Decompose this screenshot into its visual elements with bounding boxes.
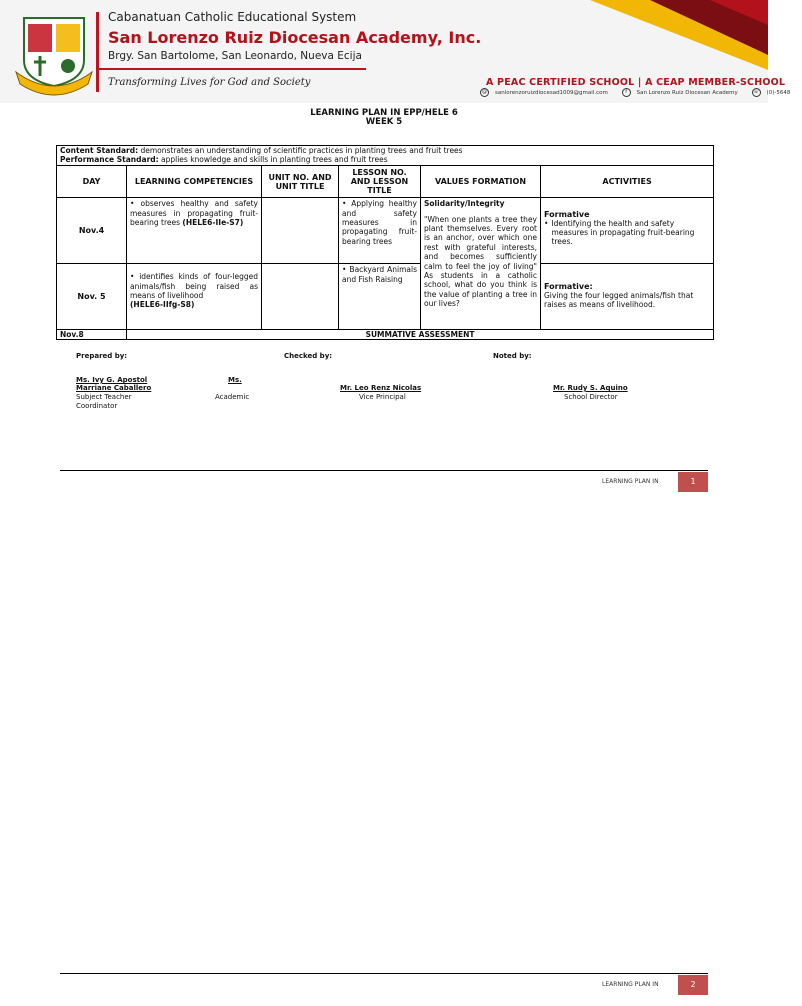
activity-text: Identifying the health and safety measures in propagating fruit-bearing trees. <box>551 219 695 247</box>
values-formation-cell <box>421 198 541 330</box>
performance-standard <box>60 156 710 165</box>
footer-label: LEARNING PLAN IN <box>602 981 659 988</box>
contact-email: sanlorenzoruizdiocesad1009@gmail.com <box>495 90 608 96</box>
document-title: LEARNING PLAN IN EPP/HELE 6 <box>310 108 458 118</box>
footer-rule <box>60 470 708 471</box>
checked-label: Checked by: <box>284 352 333 360</box>
footer-rule <box>60 973 708 974</box>
noted-name: Mr. Rudy S. Aquino <box>553 384 628 392</box>
competency-text: • observes healthy and safety measures in propagating fruit-bearing trees <box>130 199 258 227</box>
table-header-row <box>57 166 714 198</box>
checked-name: Mr. Leo Renz Nicolas <box>340 384 422 392</box>
school-motto: Transforming Lives for God and Society <box>108 77 311 88</box>
page-number: 2 <box>678 975 708 995</box>
row-lesson: • Applying healthy and safety measures in propagating fruit-bearing trees <box>339 198 421 264</box>
second-name-line2: Marriane Caballero <box>76 384 152 392</box>
prepared-role: Subject Teacher <box>76 393 132 401</box>
row-day: Nov.8 <box>57 330 127 340</box>
academy-name: San Lorenzo Ruiz Diocesan Academy, Inc. <box>108 28 482 47</box>
contact-phone: (0)-5648 <box>766 90 791 96</box>
noted-label: Noted by: <box>493 352 532 360</box>
row-activity <box>541 198 714 264</box>
header-day: DAY <box>57 166 127 198</box>
row-activity <box>541 264 714 330</box>
header-lesson: LESSON NO. AND LESSON TITLE <box>339 166 421 198</box>
system-name: Cabanatuan Catholic Educational System <box>108 10 357 24</box>
competency-code: (HELE6-IIe-S7) <box>182 218 244 227</box>
row-unit <box>262 264 339 330</box>
phone-icon: ☏ <box>752 89 760 95</box>
table-row <box>57 330 714 340</box>
facebook-icon: f <box>622 88 631 97</box>
bullet-icon: • <box>544 219 549 229</box>
footer-label: LEARNING PLAN IN <box>602 478 659 485</box>
header-rule <box>96 68 366 70</box>
header-competencies: LEARNING COMPETENCIES <box>127 166 262 198</box>
row-day: Nov.4 <box>57 198 127 264</box>
school-address: Brgy. San Bartolome, San Leonardo, Nueva Ecija <box>108 50 362 62</box>
row-competency <box>127 198 262 264</box>
noted-role: School Director <box>564 393 618 401</box>
header-divider <box>96 12 99 92</box>
competency-text: • identifies kinds of four-legged animals/fish being raised as means of livelihood <box>130 272 258 300</box>
page-number: 1 <box>678 472 708 492</box>
second-name-line1: Ms. <box>228 376 242 384</box>
decorative-triangles <box>590 0 768 70</box>
content-standard-label: Content Standard: <box>60 146 139 155</box>
performance-standard-label: Performance Standard: <box>60 154 159 164</box>
table-row <box>57 264 714 330</box>
summative-assessment: SUMMATIVE ASSESSMENT <box>127 330 714 340</box>
document-subtitle: WEEK 5 <box>365 117 403 127</box>
row-lesson: • Backyard Animals and Fish Raising <box>339 264 421 330</box>
content-standard-text: demonstrates an understanding of scientific practices in planting trees and fruit trees <box>138 146 463 155</box>
standards-row <box>57 146 714 166</box>
competency-code: (HELE6-IIfg-S8) <box>130 300 195 310</box>
row-day: Nov. 5 <box>57 264 127 330</box>
activity-item <box>544 219 710 246</box>
certification-banner: A PEAC CERTIFIED SCHOOL | A CEAP MEMBER-SCHOOL <box>486 77 786 88</box>
values-title: Solidarity/Integrity <box>424 199 505 209</box>
contact-facebook: San Lorenzo Ruiz Diocesan Academy <box>636 90 738 96</box>
header-values: VALUES FORMATION <box>421 166 541 198</box>
row-unit <box>262 198 339 264</box>
activity-label: Formative <box>544 210 590 220</box>
school-logo <box>14 10 94 92</box>
prepared-label: Prepared by: <box>76 352 128 360</box>
performance-standard-text: applies knowledge and skills in planting trees and fruit trees <box>158 154 388 164</box>
prepared-name: Ms. Ivy G. Apostol <box>76 376 148 384</box>
values-text: "When one plants a tree they plant themselves. Every root is an anchor, over which one rest with grateful interests, and becomes sufficiently calm to feel the joy of living" As students in a catholic school, what do you think is the value of planting a tree in our lives? <box>424 214 537 308</box>
contact-line <box>480 88 802 97</box>
activity-label: Formative: <box>544 282 593 292</box>
header-activities: ACTIVITIES <box>541 166 714 198</box>
learning-plan-table <box>56 145 714 340</box>
header-unit: UNIT NO. AND UNIT TITLE <box>262 166 339 198</box>
second-role-line2: Coordinator <box>76 402 118 410</box>
row-competency <box>127 264 262 330</box>
table-row <box>57 198 714 264</box>
activity-text: Giving the four legged animals/fish that raises as means of livelihood. <box>544 291 694 310</box>
checked-role: Vice Principal <box>359 393 406 401</box>
email-icon: @ <box>482 89 487 95</box>
second-role-line1: Academic <box>215 393 250 401</box>
